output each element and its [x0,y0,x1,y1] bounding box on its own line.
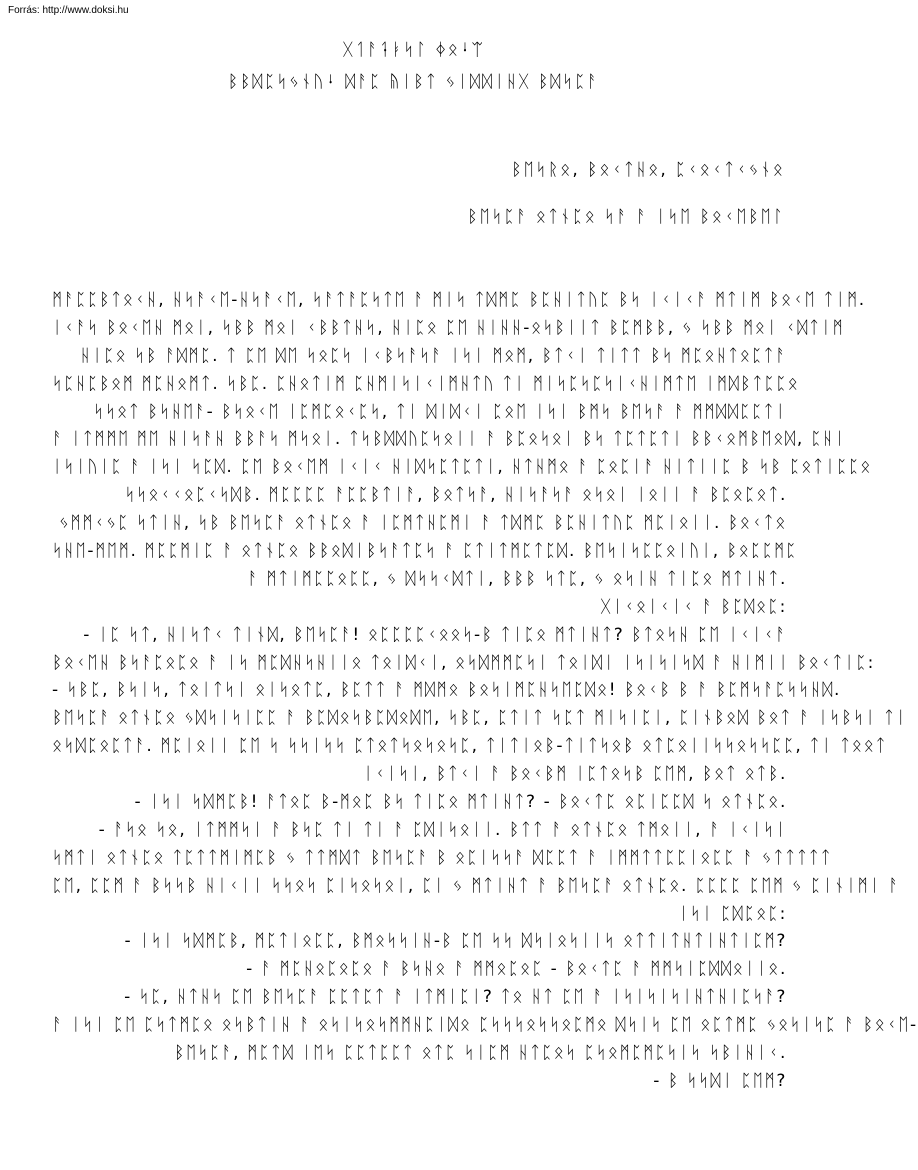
text-line: - ᚨᛋᛟ ᛋᛟ, ᛁᛏᛗᛗᛋᛁ ᚨ ᛒᛋᛈ ᛏᛁ ᛏᛁ ᚨ ᛈᛞᛁᛋᛟᛁᛁ. ᛒᛏᛏ ᚨ ᛟᛏᚾᛈᛟ ᛏᛗᛟᛁᛁ, ᚨ ᛁᚲᛁᛋᛁ [98,819,787,840]
text-line: ᚨ ᛁᛏᛗᛗᛖ ᛗᛖ ᚺᛁᛋᚨᚺ ᛒᛒᚨᛋ ᛗᛋᛟᛁ. ᛏᛋᛒᛞᛞᚢᛈᛋᛟᛁᛁ ᚨ ᛒᛈᛟᛋᛟᛁ ᛒᛋ ᛏᛈᛏᛈᛏᛁ ᛒᛒᚲᛟᛗᛒᛖᛟᛞ, ᛈᚺᛁ [52,429,847,450]
text-line: - ᛋᛒᛈ, ᛒᛋᛁᛋ, ᛏᛟᛁᛏᛋᛁ ᛟᛁᛋᛟᛏᛈ, ᛒᛈᛏᛏ ᚨ ᛗᛞᛗᛟ ᛒᛟᛋᛁᛗᛈᚺᛋᛖᛈᛞᛟ! ᛒᛟᚲᛒ ᛒ ᚨ ᛒᛈᛗᛋᚨᛈᛋᛋᚺᛞ. [52,680,842,701]
document-subtitle: ᛒᛒᛞᛈᛋᛃᚾᚢᛍ ᛞᚨᛈ ᚥᛁᛒᛏ ᛃᛁᛞᛞᛁᚺᚷ ᛒᛞᛋᛈᚨ [227,72,600,92]
text-line: - ᛒ ᛋᛋᛞᛁ ᛈᛖᛗ? [653,1070,787,1091]
text-line: ᚷᛁᚲᛟᛁᚲᛁᚲ ᚨ ᛒᛈᛞᛟᛈ: [600,596,787,617]
text-line: - ᚨ ᛗᛈᚺᛟᛈᛟᛈᛟ ᚨ ᛒᛋᚺᛟ ᚨ ᛗᛗᛟᛈᛟᛈ - ᛒᛟᚲᛏᛈ ᚨ ᛗᛗᛋᛁᛈᛞᛞᛟᛁᛁᛟ. [246,959,787,980]
text-line: ᛋᛗᛏᛁ ᛟᛏᚾᛈᛟ ᛏᛈᛏᛏᛗᛁᛗᛈᛒ ᛃ ᛏᛏᛗᛞᛏ ᛒᛖᛋᛈᚨ ᛒ ᛟᛈᛁᛋᛋᚨ ᛞᛈᛈᛏ ᚨ ᛁᛗᛗᛏᛏᛈᛈᛁᛟᛈᛈ ᚨ ᛃᛏᛏᛏᛏᛏ [52,847,833,868]
text-line: ᛃᛗᛗᚲᛃᛈ ᛋᛏᛁᚺ, ᛋᛒ ᛒᛖᛋᛈᚨ ᛟᛏᚾᛈᛟ ᚨ ᛁᛈᛗᛏᚺᛈᛗᛁ ᚨ ᛏᛞᛗᛈ ᛒᛈᚺᛁᛏᚢᛈ ᛗᛈᛁᛟᛁᛁ. ᛒᛟᚲᛏᛟ [58,513,787,534]
text-line: - ᛋᛈ, ᚺᛏᚺᛋ ᛈᛖ ᛒᛖᛋᛈᚨ ᛈᛈᛏᛈᛏ ᚨ ᛁᛏᛗᛁᛈᛁ? ᛏᛟ ᚺᛏ ᛈᛖ ᚨ ᛁᛋᛁᛋᛁᛋᛁᚺᛏᚺᛁᛈᛋᚨ? [124,987,787,1008]
text-line: ᛋᛋᛟᛏ ᛒᛋᚺᛖᚨ- ᛒᛋᛟᚲᛖ ᛁᛈᛗᛈᛟᚲᛈᛋ, ᛏᛁ ᛞᛁᛞᚲᛁ ᛈᛟᛖ ᛁᛋᛁ ᛒᛗᛋ ᛒᛖᛋᚨ ᚨ ᛗᛗᛞᛞᛈᛈᛏᛁ [93,401,787,422]
text-line: ᛒᛟᚲᛖᚺ ᛒᛋᚨᛈᛟᛈᛟ ᚨ ᛁᛋ ᛗᛈᛞᚺᛋᚺᛁᛁᛟ ᛏᛟᛁᛞᚲᛁ, ᛟᛋᛞᛗᛗᛈᛋᛁ ᛏᛟᛁᛞᛁ ᛁᛋᛁᛋᛁᛋᛞ ᚨ ᚺᛁᛗᛁᛁ ᛒᛟᚲᛏᛁᛈ: [52,652,875,673]
text-line: ᛁᚲᚨᛋ ᛒᛟᚲᛖᚺ ᛗᛟᛁ, ᛋᛒᛒ ᛗᛟᛁ ᚲᛒᛒᛏᚺᛋ, ᚺᛁᛈᛟ ᛈᛖ ᚺᛁᚺᚺ-ᛟᛋᛒᛁᛁᛏ ᛒᛈᛗᛒᛒ, ᛃ ᛋᛒᛒ ᛗᛟᛁ ᚲᛞᛏᛁᛗ [52,317,845,338]
author-line: ᛒᛖᛋᚱᛟ, ᛒᛟᚲᛏᚺᛟ, ᛈᚲᛟᚲᛏᚲᛃᚾᛟ [511,160,785,180]
document-title: ᚷᛐᚨᛑᛓᛋᛚ ᛄᛟᛍᛠ [342,40,485,60]
text-line: ᛋᛋᛟᚲᚲᛟᛈᚲᛋᛞᛒ. ᛗᛈᛈᛈᛈ ᚨᛈᛈᛒᛏᛁᚨ, ᛒᛟᛏᛋᚨ, ᚺᛁᛋᚨᛋᚨ ᛟᛋᛟᛁ ᛁᛟᛁᛁ ᚨ ᛒᛈᛟᛈᛟᛏ. [124,485,787,506]
source-line: Forrás: http://www.doksi.hu [8,5,129,16]
text-line: ᛒᛖᛋᛈᚨ ᛟᛏᚾᛈᛟ ᛃᛞᛋᛁᛋᛁᛈᛈ ᚨ ᛒᛈᛞᛟᛋᛒᛈᛞᛟᛞᛖ, ᛋᛒᛈ, ᛈᛏᛁᛏ ᛋᛈᛏ ᛗᛁᛋᛁᛈᛁ, ᛈᛁᚾᛒᛟᛞ ᛒᛟᛏ ᚨ ᛁᛋᛒᛋᛁ ᛏᛁ [52,708,908,729]
text-line: - ᛁᛋᛁ ᛋᛞᛗᛈᛒ! ᚨᛏᛟᛈ ᛒ-ᛗᛟᛈ ᛒᛋ ᛏᛁᛈᛟ ᛗᛏᛁᚺᛏ? - ᛒᛟᚲᛏᛈ ᛟᛈᛁᛈᛈᛞ ᛋ ᛟᛏᚾᛈᛟ. [134,792,787,813]
text-line: - ᛁᛈ ᛋᛏ, ᚺᛁᛋᛏᚲ ᛏᛁᚾᛞ, ᛒᛖᛋᛈᚨ! ᛟᛈᛈᛈᛈᚲᛟᛟᛋ-ᛒ ᛏᛁᛈᛟ ᛗᛏᛁᚺᛏ? ᛒᛏᛟᛋᚺ ᛈᛖ ᛁᚲᛁᚲᚨ [83,624,787,645]
text-line: ᛟᛋᛞᛈᛟᛈᛏᚨ. ᛗᛈᛁᛟᛁᛁ ᛈᛖ ᛋ ᛋᛋᛁᛋᛋ ᛈᛏᛟᛏᛋᛟᛋᛟᛋᛈ, ᛏᛁᛏᛁᛟᛒ-ᛏᛁᛏᛋᛟᛒ ᛟᛏᛈᛟᛁᛁᛋᛋᛟᛋᛋᛈᛈ, ᛏᛁ ᛏᛟᛟᛏ [52,736,888,757]
text-line: ᚨ ᛗᛏᛁᛗᛈᛈᛟᛈᛈ, ᛃ ᛞᛋᛋᚲᛞᛏᛁ, ᛒᛒᛒ ᛋᛏᛈ, ᛃ ᛟᛋᛁᚺ ᛏᛁᛈᛟ ᛗᛏᛁᚺᛏ. [247,568,787,589]
text-line: ᛒᛖᛋᛈᚨ, ᛗᛈᛏᛞ ᛁᛖᛋ ᛈᛈᛏᛈᛈᛏ ᛟᛏᛈ ᛋᛁᛈᛗ ᚺᛏᛈᛟᛋ ᛈᛋᛟᛗᛈᛗᛈᛋᛁᛋ ᛋᛒᛁᚺᛁᚲ. [174,1043,787,1064]
text-line: ᛁᛋᛁ ᛈᛞᛈᛟᛈ: [678,903,787,924]
text-line: ᛁᚲᛁᛋᛁ, ᛒᛏᚲᛁ ᚨ ᛒᛟᚲᛒᛗ ᛁᛈᛏᛟᛋᛒ ᛈᛖᛗ, ᛒᛟᛏ ᛟᛏᛒ. [362,764,787,785]
text-line: ᚨ ᛁᛋᛁ ᛈᛖ ᛈᛋᛏᛗᛈᛟ ᛟᛋᛒᛏᛁᚺ ᚨ ᛟᛋᛁᛋᛟᛋᛗᛗᚺᛈᛁᛞᛟ ᛈᛋᛋᛋᛟᛋᛋᛟᛈᛗᛟ ᛞᛋᛁᛋ ᛈᛖ ᛟᛈᛏᛗᛈ ᛃᛟᛋᛁᛋᛈ ᚨ ᛒᛟᚲᛖ- [52,1015,918,1036]
body-text [52,287,918,1096]
text-line: ᛋᛈᚺᛈᛒᛟᛗ ᛗᛈᚺᛟᛗᛏ. ᛋᛒᛈ. ᛈᚺᛟᛏᛁᛗ ᛈᚺᛗᛁᛋᛁᚲᛁᛗᚺᛏᚢ ᛏᛁ ᛗᛁᛋᛈᛋᛈᛋᛁᚲᚺᛁᛗᛏᛖ ᛁᛗᛞᛒᛏᛈᛈᛟ [52,373,800,394]
section-heading: ᛒᛖᛋᛈᚨ ᛟᛏᚾᛈᛟ ᛋᚨ ᚨ ᛁᛋᛖ ᛒᛟᚲᛖᛒᛖᛚ [467,207,785,227]
text-line: ᛈᛖ, ᛈᛈᛗ ᚨ ᛒᛋᛋᛒ ᚺᛁᚲᛁᛁ ᛋᛋᛟᛋ ᛈᛁᛋᛟᛋᛟᛁ, ᛈᛁ ᛃ ᛗᛏᛁᚺᛏ ᚨ ᛒᛖᛋᛈᚨ ᛟᛏᚾᛈᛟ. ᛈᛈᛈᛈ ᛈᛖᛗ ᛃ ᛈᛁᚾᛁᛗᛁ ᚨ [52,875,901,896]
text-line: ᚺᛁᛈᛟ ᛋᛒ ᚨᛞᛗᛈ. ᛏ ᛈᛖ ᛞᛖ ᛋᛟᛈᛋ ᛁᚲᛒᛋᚨᛋᚨ ᛁᛋᛁ ᛗᛟᛗ, ᛒᛏᚲᛁ ᛏᛁᛏᛏ ᛒᛋ ᛗᛈᛟᚺᛏᛟᛈᛏᚨ [80,345,787,366]
text-line: ᛗᚨᛈᛈᛒᛏᛟᚲᚺ, ᚺᛋᚨᚲᛖ-ᚺᛋᚨᚲᛖ, ᛋᚨᛏᚨᛈᛋᛏᛖ ᚨ ᛗᛁᛋ ᛏᛞᛗᛈ ᛒᛈᚺᛁᛏᚢᛈ ᛒᛋ ᛁᚲᛁᚲᚨ ᛗᛏᛁᛗ ᛒᛟᚲᛖ ᛏᛁᛗ. [52,290,866,310]
text-line: ᛁᛋᛁᚢᛁᛈ ᚨ ᛁᛋᛁ ᛋᛈᛞ. ᛈᛖ ᛒᛟᚲᛖᛗ ᛁᚲᛁᚲ ᚺᛁᛞᛋᛈᛏᛈᛏᛁ, ᚺᛏᚺᛗᛟ ᚨ ᛈᛟᛈᛁᚨ ᚺᛁᛏᛁᛁᛈ ᛒ ᛋᛒ ᛈᛟᛏᛁᛈᛈᛟ [52,457,873,478]
text-line: ᛋᚺᛖ-ᛗᛖᛗ. ᛗᛈᛈᛗᛁᛈ ᚨ ᛟᛏᚾᛈᛟ ᛒᛒᛟᛞᛁᛒᛋᚨᛏᛈᛋ ᚨ ᛈᛏᛁᛏᛗᛈᛏᛈᛞ. ᛒᛖᛋᛁᛋᛈᛈᛟᛁᚢᛁ, ᛒᛟᛈᛈᛗᛈ [52,541,798,562]
text-line: - ᛁᛋᛁ ᛋᛞᛗᛈᛒ, ᛗᛈᛏᛁᛟᛈᛈ, ᛒᛗᛟᛋᛋᛁᚺ-ᛒ ᛈᛖ ᛋᛋ ᛞᛋᛁᛟᛋᛁᛁᛋ ᛟᛏᛏᛁᛏᚺᛏᛁᚺᛏᛁᛈᛗ? [124,931,787,952]
